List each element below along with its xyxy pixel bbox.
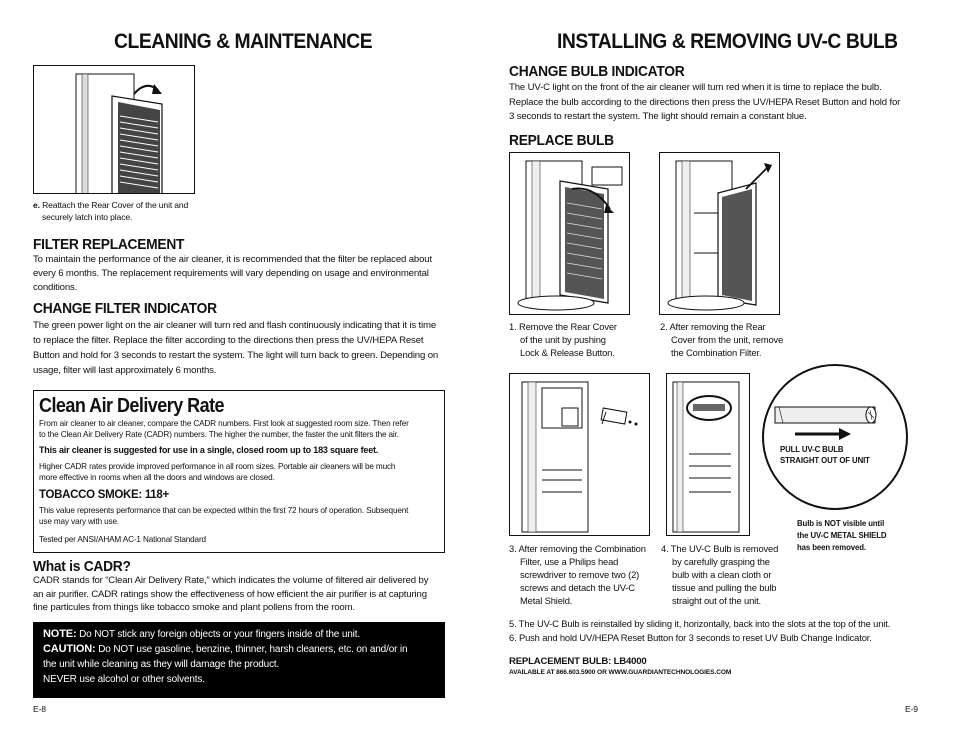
figure-pull-bulb <box>666 373 750 536</box>
filter-replacement-heading: FILTER REPLACEMENT <box>33 236 185 253</box>
cadr-suggested-room: This air cleaner is suggested for use in a single, closed room up to 183 square feet. <box>39 445 379 455</box>
text-line: Filter, use a Philips head <box>520 556 619 567</box>
figure-e-text-1: Reattach the Rear Cover of the unit and <box>42 200 189 210</box>
tobacco-smoke-text <box>39 505 444 527</box>
caution-line-3: NEVER use alcohol or other solvents. <box>43 674 205 685</box>
caution-line-2: the unit while cleaning as they will damage the product. <box>43 659 280 670</box>
figure-e-marker: e. <box>33 200 40 210</box>
text-line: by carefully grasping the <box>672 556 770 567</box>
text-line: Cover from the unit, remove <box>671 334 784 345</box>
text-line: more effective in rooms when all the doors and windows are closed. <box>39 473 275 482</box>
text-line: 2. After removing the Rear <box>660 321 766 332</box>
text-line: screwdriver to remove two (2) <box>520 569 640 580</box>
step-1-text <box>509 320 659 359</box>
reattach-illustration <box>34 66 195 194</box>
text-line: use may vary with use. <box>39 517 119 526</box>
text-line: has been removed. <box>797 543 866 552</box>
figure-remove-rear-cover <box>509 152 630 315</box>
change-bulb-text <box>509 81 929 125</box>
text-line: Metal Shield. <box>520 595 573 606</box>
text-line: This value represents performance that can be expected within the first 72 hours of operation. Subsequent <box>39 506 409 515</box>
left-page-title: CLEANING & MAINTENANCE <box>114 30 373 53</box>
step-6-text: 6. Push and hold UV/HEPA Reset Button for 3 seconds to reset UV Bulb Change Indicator. <box>509 632 872 643</box>
text-line: the UV-C METAL SHIELD <box>797 531 887 540</box>
remove-filter-illustration <box>660 153 780 315</box>
replace-bulb-heading: REPLACE BULB <box>509 132 614 149</box>
text-line: to the Clean Air Delivery Rate (CADR) numbers. The higher the number, the faster the unit filters the air. <box>39 430 399 439</box>
text-line: The green power light on the air cleaner will turn red and flash continuously indicating that it is time <box>33 320 437 331</box>
text-line: The UV-C light on the front of the air cleaner will turn red when it is time to replace the bulb. <box>509 82 882 93</box>
change-filter-text <box>33 318 453 378</box>
step-4-text <box>661 542 811 607</box>
note-text: Do NOT stick any foreign objects or your fingers inside of the unit. <box>76 629 360 640</box>
text-line: usage, filter will last approximately 6 months. <box>33 365 217 376</box>
text-line: PULL UV-C BULB <box>780 445 844 454</box>
text-line: an air purifier. CADR ratings show the effectiveness of how efficient the air purifier is at capturing <box>33 588 427 600</box>
metal-shield-illustration <box>510 374 650 536</box>
step-5-text: 5. The UV-C Bulb is reinstalled by sliding it, horizontally, back into the slots at the top of the unit. <box>509 618 891 629</box>
caution-label: CAUTION: <box>43 643 96 655</box>
tobacco-smoke-heading: TOBACCO SMOKE: 118+ <box>39 489 169 501</box>
note-label: NOTE: <box>43 628 77 640</box>
cadr-intro <box>39 418 444 440</box>
text-line: of the unit by pushing <box>520 334 606 345</box>
cadr-box <box>33 390 445 553</box>
text-line: Lock & Release Button. <box>520 347 615 358</box>
left-page-number: E-8 <box>33 704 46 714</box>
text-line: to replace the filter. Replace the filter according to the directions then press the UV/HEPA Reset <box>33 335 424 346</box>
steps-5-6 <box>509 617 929 645</box>
figure-e-text-2: securely latch into place. <box>42 212 133 222</box>
change-filter-heading: CHANGE FILTER INDICATOR <box>33 300 217 317</box>
callout-label <box>780 444 870 466</box>
note-caution-box <box>33 622 445 698</box>
text-line: Button and hold for 3 seconds to restart the system. The light will turn back to green. Depending on <box>33 350 439 361</box>
text-line: STRAIGHT OUT OF UNIT <box>780 456 870 465</box>
text-line: screws and detach the UV-C <box>520 582 635 593</box>
change-bulb-heading: CHANGE BULB INDICATOR <box>509 63 685 80</box>
figure-reattach-rear-cover <box>33 65 195 194</box>
text-line: To maintain the performance of the air cleaner, it is recommended that the filter be replaced about <box>33 254 432 265</box>
what-is-cadr-text <box>33 574 453 615</box>
right-page-title: INSTALLING & REMOVING UV-C BULB <box>557 30 898 53</box>
text-line: 1. Remove the Rear Cover <box>509 321 617 332</box>
step-2-text <box>660 320 810 359</box>
replacement-availability: AVAILABLE AT 866.603.5900 OR WWW.GUARDIANTECHNOLOGIES.COM <box>509 669 732 676</box>
text-line: fine particules from things like tobacco smoke and plant pollens from the room. <box>33 602 355 613</box>
what-is-cadr-heading: What is CADR? <box>33 558 131 575</box>
caution-text: Do NOT use gasoline, benzine, thinner, harsh cleaners, etc. on and/or in <box>95 644 408 655</box>
remove-cover-illustration <box>510 153 630 315</box>
text-line: straight out of the unit. <box>672 595 762 606</box>
text-line: Replace the bulb according to the directions then press the UV/HEPA Reset Button and hold for <box>509 96 901 108</box>
text-line: Bulb is NOT visible until <box>797 519 885 528</box>
replacement-bulb-label: REPLACEMENT BULB: LB4000 <box>509 656 647 667</box>
text-line: 3 seconds to restart the system. The light should remain a constant blue. <box>509 111 807 122</box>
tested-standard: Tested per ANSI/AHAM AC-1 National Standard <box>39 535 206 544</box>
step-3-text <box>509 542 659 607</box>
figure-e-caption <box>33 199 233 223</box>
figure-remove-filter <box>659 152 780 315</box>
bulb-callout-graphic <box>755 362 915 512</box>
cadr-heading: Clean Air Delivery Rate <box>39 395 225 417</box>
filter-replacement-text <box>33 253 453 295</box>
text-line: the Combination Filter. <box>671 347 762 358</box>
text-line: tissue and pulling the bulb <box>672 582 777 593</box>
text-line: conditions. <box>33 282 78 293</box>
right-page-number: E-9 <box>905 704 918 714</box>
cadr-higher-rates <box>39 461 444 483</box>
text-line: Higher CADR rates provide improved performance in all room sizes. Portable air cleaners will be much <box>39 462 396 471</box>
text-line: 3. After removing the Combination <box>509 543 646 554</box>
text-line: bulb with a clean cloth or <box>672 569 772 580</box>
pull-bulb-illustration <box>667 374 750 536</box>
figure-remove-metal-shield <box>509 373 650 536</box>
bulb-callout <box>755 362 915 512</box>
text-line: From air cleaner to air cleaner, compare the CADR numbers. First look at suggested room size. Then refer <box>39 419 409 428</box>
text-line: 4. The UV-C Bulb is removed <box>661 543 779 554</box>
text-line: CADR stands for “Clean Air Delivery Rate,” which indicates the volume of filtered air delivered by <box>33 575 429 586</box>
text-line: every 6 months. The replacement requirements will vary depending on usage and environmental <box>33 268 429 279</box>
